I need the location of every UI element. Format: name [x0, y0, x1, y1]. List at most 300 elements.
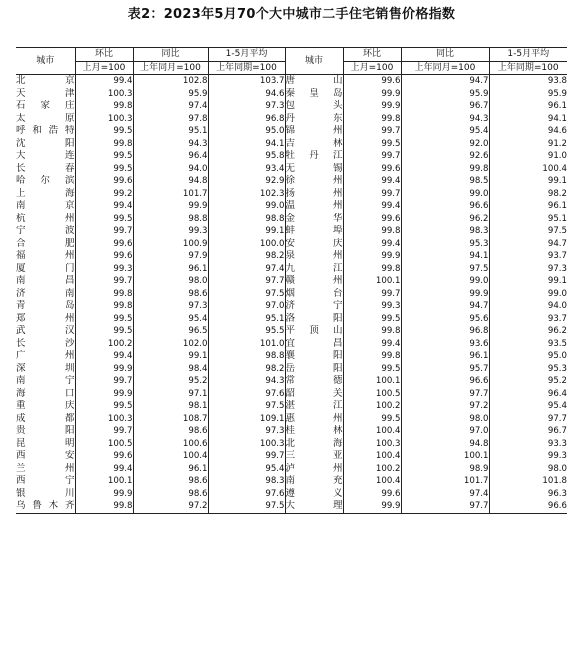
yoy-column-header-right: 同比 [401, 48, 489, 62]
ytd-cell: 92.9 [208, 175, 285, 188]
yoy-cell-right: 95.4 [401, 125, 489, 138]
mom-base-label-right: 上月=100 [343, 61, 401, 75]
yoy-cell-right: 97.4 [401, 488, 489, 501]
table-row [16, 213, 567, 226]
table-row [16, 163, 567, 176]
ytd-cell-right: 99.0 [489, 288, 567, 301]
yoy-base-label-right: 上年同月=100 [401, 61, 489, 75]
city-cell: 兰州 [16, 462, 75, 474]
mom-cell: 99.5 [75, 125, 133, 138]
yoy-cell: 97.9 [133, 250, 208, 263]
table-row [16, 175, 567, 188]
table-row [16, 500, 567, 513]
mom-cell: 99.5 [75, 400, 133, 413]
mom-cell: 99.7 [75, 425, 133, 438]
ytd-cell-right: 101.8 [489, 475, 567, 488]
ytd-cell-right: 94.1 [489, 113, 567, 126]
ytd-column-header: 1-5月平均 [208, 48, 285, 62]
yoy-cell-right: 98.3 [401, 225, 489, 238]
city-cell: 南京 [16, 200, 75, 211]
table-row [16, 325, 567, 338]
city-cell-right: 唐山 [285, 75, 343, 86]
ytd-cell-right: 98.2 [489, 188, 567, 201]
ytd-cell: 100.0 [208, 238, 285, 251]
city-cell-right: 大理 [285, 500, 343, 511]
city-cell-right: 南充 [285, 475, 343, 486]
table-row [16, 388, 567, 401]
city-cell-right: 蚌埠 [285, 225, 343, 236]
mom-cell: 99.8 [75, 500, 133, 513]
ytd-cell: 95.0 [208, 125, 285, 138]
mom-cell: 99.5 [75, 150, 133, 163]
city-cell-right: 温州 [285, 200, 343, 211]
yoy-cell-right: 98.5 [401, 175, 489, 188]
yoy-cell: 98.8 [133, 213, 208, 226]
yoy-cell: 95.4 [133, 313, 208, 326]
yoy-cell: 100.9 [133, 238, 208, 251]
city-cell: 天津 [16, 87, 75, 99]
city-cell-right: 韶关 [285, 387, 343, 399]
ytd-cell-right: 96.7 [489, 425, 567, 438]
ytd-cell: 97.3 [208, 425, 285, 438]
yoy-cell: 101.7 [133, 188, 208, 201]
table-row [16, 463, 567, 476]
mom-cell: 99.9 [75, 488, 133, 501]
yoy-cell-right: 93.6 [401, 338, 489, 351]
ytd-column-header-right: 1-5月平均 [489, 48, 567, 62]
ytd-cell: 96.8 [208, 113, 285, 126]
yoy-cell-right: 94.7 [401, 300, 489, 313]
mom-cell-right: 99.3 [343, 300, 401, 313]
mom-cell: 99.8 [75, 300, 133, 313]
city-cell-right: 常德 [285, 375, 343, 386]
mom-cell: 99.5 [75, 313, 133, 326]
yoy-cell: 108.7 [133, 413, 208, 426]
yoy-cell-right: 96.6 [401, 200, 489, 213]
ytd-cell: 97.6 [208, 488, 285, 501]
mom-base-label: 上月=100 [75, 61, 133, 75]
ytd-cell-right: 95.0 [489, 350, 567, 363]
mom-column-header-right: 环比 [343, 48, 401, 62]
city-cell-right: 金华 [285, 212, 343, 224]
ytd-cell-right: 94.0 [489, 300, 567, 313]
city-cell-right: 安庆 [285, 237, 343, 249]
city-cell: 合肥 [16, 237, 75, 249]
mom-cell-right: 99.9 [343, 250, 401, 263]
mom-cell-right: 99.7 [343, 125, 401, 138]
mom-cell-right: 100.1 [343, 275, 401, 288]
yoy-cell-right: 96.6 [401, 375, 489, 388]
city-cell-right: 三亚 [285, 450, 343, 461]
mom-cell-right: 99.6 [343, 488, 401, 501]
mom-cell-right: 99.8 [343, 263, 401, 276]
ytd-cell: 99.0 [208, 200, 285, 213]
mom-cell: 99.4 [75, 200, 133, 213]
yoy-cell: 96.1 [133, 463, 208, 476]
table-body [16, 75, 567, 514]
price-index-table [16, 47, 567, 514]
yoy-cell: 97.1 [133, 388, 208, 401]
yoy-cell: 96.1 [133, 263, 208, 276]
ytd-cell: 103.7 [208, 75, 285, 88]
city-cell-right: 徐州 [285, 175, 343, 186]
ytd-base-label-right: 上年同期=100 [489, 61, 567, 75]
ytd-cell-right: 99.1 [489, 175, 567, 188]
mom-cell: 99.4 [75, 75, 133, 88]
yoy-cell: 95.1 [133, 125, 208, 138]
city-cell: 南宁 [16, 375, 75, 386]
mom-cell-right: 99.7 [343, 150, 401, 163]
ytd-base-label: 上年同期=100 [208, 61, 285, 75]
ytd-cell: 97.0 [208, 300, 285, 313]
ytd-cell: 98.8 [208, 350, 285, 363]
ytd-cell-right: 93.7 [489, 250, 567, 263]
city-cell: 哈尔滨 [16, 175, 75, 186]
table-row [16, 125, 567, 138]
city-cell: 杭州 [16, 212, 75, 224]
table-row [16, 400, 567, 413]
ytd-cell: 95.4 [208, 463, 285, 476]
mom-cell-right: 99.4 [343, 200, 401, 213]
table-row [16, 338, 567, 351]
ytd-cell-right: 98.0 [489, 463, 567, 476]
ytd-cell: 98.3 [208, 475, 285, 488]
city-cell-right: 平顶山 [285, 325, 343, 336]
ytd-cell-right: 94.6 [489, 125, 567, 138]
mom-cell-right: 99.9 [343, 100, 401, 113]
ytd-cell-right: 99.3 [489, 450, 567, 463]
ytd-cell: 97.4 [208, 263, 285, 276]
yoy-cell-right: 95.6 [401, 313, 489, 326]
ytd-cell-right: 96.1 [489, 200, 567, 213]
mom-cell: 99.6 [75, 238, 133, 251]
mom-cell-right: 99.6 [343, 75, 401, 88]
table-row [16, 300, 567, 313]
ytd-cell-right: 94.7 [489, 238, 567, 251]
ytd-cell-right: 95.4 [489, 400, 567, 413]
yoy-cell-right: 96.8 [401, 325, 489, 338]
yoy-cell: 95.9 [133, 88, 208, 101]
table-row [16, 250, 567, 263]
city-cell-right: 济宁 [285, 300, 343, 311]
city-cell-right: 牡丹江 [285, 150, 343, 161]
yoy-cell: 97.8 [133, 113, 208, 126]
ytd-cell: 98.8 [208, 213, 285, 226]
mom-cell: 99.8 [75, 138, 133, 151]
yoy-cell: 98.1 [133, 400, 208, 413]
ytd-cell: 95.1 [208, 313, 285, 326]
yoy-cell-right: 94.1 [401, 250, 489, 263]
mom-cell-right: 100.1 [343, 375, 401, 388]
mom-cell: 99.3 [75, 263, 133, 276]
yoy-cell-right: 95.9 [401, 88, 489, 101]
city-cell: 上海 [16, 187, 75, 199]
city-cell: 南昌 [16, 275, 75, 286]
yoy-cell-right: 99.0 [401, 188, 489, 201]
city-cell: 福州 [16, 250, 75, 261]
city-cell: 重庆 [16, 400, 75, 411]
mom-cell-right: 99.6 [343, 163, 401, 176]
table-row [16, 350, 567, 363]
mom-cell: 99.8 [75, 100, 133, 113]
city-cell: 银川 [16, 487, 75, 499]
mom-cell: 100.1 [75, 475, 133, 488]
mom-cell: 100.3 [75, 113, 133, 126]
ytd-cell: 100.3 [208, 438, 285, 451]
mom-cell: 100.3 [75, 88, 133, 101]
mom-cell: 99.7 [75, 225, 133, 238]
mom-cell-right: 99.5 [343, 138, 401, 151]
ytd-cell: 97.5 [208, 400, 285, 413]
ytd-cell: 94.3 [208, 375, 285, 388]
mom-cell-right: 100.2 [343, 463, 401, 476]
ytd-cell-right: 96.3 [489, 488, 567, 501]
yoy-cell-right: 101.7 [401, 475, 489, 488]
yoy-column-header: 同比 [133, 48, 208, 62]
table-row [16, 225, 567, 238]
mom-cell: 99.5 [75, 325, 133, 338]
yoy-cell-right: 100.1 [401, 450, 489, 463]
mom-cell: 99.6 [75, 250, 133, 263]
table-row [16, 475, 567, 488]
table-row [16, 363, 567, 376]
ytd-cell-right: 93.3 [489, 438, 567, 451]
yoy-cell-right: 99.0 [401, 275, 489, 288]
city-cell-right: 惠州 [285, 412, 343, 424]
ytd-cell-right: 95.1 [489, 213, 567, 226]
mom-cell: 99.5 [75, 163, 133, 176]
ytd-cell-right: 96.1 [489, 100, 567, 113]
mom-cell: 99.9 [75, 363, 133, 376]
yoy-cell: 98.0 [133, 275, 208, 288]
ytd-cell-right: 95.3 [489, 363, 567, 376]
city-cell: 海口 [16, 387, 75, 399]
yoy-cell: 96.5 [133, 325, 208, 338]
mom-cell: 100.3 [75, 413, 133, 426]
mom-cell-right: 99.6 [343, 213, 401, 226]
mom-cell-right: 99.8 [343, 113, 401, 126]
city-cell: 济南 [16, 287, 75, 299]
city-cell: 西宁 [16, 475, 75, 486]
city-cell: 太原 [16, 112, 75, 124]
mom-cell-right: 99.5 [343, 363, 401, 376]
city-cell: 大连 [16, 150, 75, 161]
city-cell-right: 泸州 [285, 462, 343, 474]
city-cell: 西安 [16, 450, 75, 461]
city-cell: 深圳 [16, 362, 75, 374]
mom-cell: 100.2 [75, 338, 133, 351]
mom-cell-right: 99.9 [343, 500, 401, 513]
city-cell-right: 扬州 [285, 187, 343, 199]
yoy-cell: 100.6 [133, 438, 208, 451]
city-cell: 宁波 [16, 225, 75, 236]
city-cell-right: 秦皇岛 [285, 87, 343, 99]
yoy-cell-right: 94.3 [401, 113, 489, 126]
ytd-cell: 94.1 [208, 138, 285, 151]
city-cell: 厦门 [16, 262, 75, 274]
ytd-cell: 109.1 [208, 413, 285, 426]
yoy-cell-right: 99.9 [401, 288, 489, 301]
mom-cell-right: 99.5 [343, 313, 401, 326]
yoy-cell: 99.9 [133, 200, 208, 213]
table-row [16, 113, 567, 126]
ytd-cell-right: 96.4 [489, 388, 567, 401]
table-row [16, 488, 567, 501]
ytd-cell-right: 93.8 [489, 75, 567, 88]
yoy-cell-right: 98.9 [401, 463, 489, 476]
mom-cell-right: 99.8 [343, 350, 401, 363]
table-row [16, 288, 567, 301]
table-row [16, 138, 567, 151]
mom-cell: 100.5 [75, 438, 133, 451]
mom-cell-right: 100.2 [343, 400, 401, 413]
city-column-header: 城市 [16, 48, 75, 75]
yoy-cell-right: 96.1 [401, 350, 489, 363]
city-cell: 长春 [16, 162, 75, 174]
table-row [16, 88, 567, 101]
mom-cell-right: 100.4 [343, 475, 401, 488]
yoy-cell-right: 96.7 [401, 100, 489, 113]
city-cell: 贵阳 [16, 425, 75, 436]
table-row [16, 438, 567, 451]
city-cell: 郑州 [16, 312, 75, 324]
mom-cell: 99.7 [75, 275, 133, 288]
mom-cell-right: 99.8 [343, 325, 401, 338]
city-cell: 石家庄 [16, 100, 75, 111]
city-cell-right: 桂林 [285, 425, 343, 436]
yoy-cell-right: 95.7 [401, 363, 489, 376]
yoy-cell: 98.6 [133, 425, 208, 438]
mom-column-header: 环比 [75, 48, 133, 62]
ytd-cell: 99.1 [208, 225, 285, 238]
city-cell-right: 泉州 [285, 250, 343, 261]
city-cell-right: 襄阳 [285, 350, 343, 361]
ytd-cell-right: 99.1 [489, 275, 567, 288]
yoy-cell-right: 96.2 [401, 213, 489, 226]
city-cell-right: 包头 [285, 100, 343, 111]
city-cell-right: 锦州 [285, 125, 343, 136]
ytd-cell: 97.6 [208, 388, 285, 401]
yoy-cell-right: 92.0 [401, 138, 489, 151]
yoy-cell: 102.0 [133, 338, 208, 351]
yoy-cell: 102.8 [133, 75, 208, 88]
city-column-header-right: 城市 [285, 48, 343, 75]
mom-cell: 99.6 [75, 450, 133, 463]
ytd-cell: 94.6 [208, 88, 285, 101]
ytd-cell-right: 96.6 [489, 500, 567, 513]
mom-cell: 99.4 [75, 463, 133, 476]
yoy-cell-right: 92.6 [401, 150, 489, 163]
city-cell: 青岛 [16, 300, 75, 311]
city-cell-right: 吉林 [285, 137, 343, 149]
yoy-cell: 94.3 [133, 138, 208, 151]
mom-cell: 99.2 [75, 188, 133, 201]
city-cell-right: 岳阳 [285, 362, 343, 374]
yoy-cell: 98.6 [133, 488, 208, 501]
yoy-cell: 99.1 [133, 350, 208, 363]
ytd-cell-right: 97.7 [489, 413, 567, 426]
mom-cell-right: 99.4 [343, 175, 401, 188]
city-cell-right: 遵义 [285, 487, 343, 499]
yoy-cell: 94.8 [133, 175, 208, 188]
yoy-cell-right: 98.0 [401, 413, 489, 426]
yoy-cell: 97.4 [133, 100, 208, 113]
ytd-cell: 98.2 [208, 250, 285, 263]
ytd-cell: 97.5 [208, 288, 285, 301]
ytd-cell-right: 97.3 [489, 263, 567, 276]
ytd-cell: 95.5 [208, 325, 285, 338]
mom-cell-right: 99.7 [343, 188, 401, 201]
table-row [16, 150, 567, 163]
ytd-cell: 95.8 [208, 150, 285, 163]
ytd-cell-right: 93.5 [489, 338, 567, 351]
yoy-cell: 94.0 [133, 163, 208, 176]
city-cell-right: 湛江 [285, 400, 343, 411]
city-cell: 广州 [16, 350, 75, 361]
mom-cell: 99.6 [75, 175, 133, 188]
yoy-cell-right: 99.8 [401, 163, 489, 176]
yoy-cell-right: 97.7 [401, 500, 489, 513]
yoy-cell-right: 97.7 [401, 388, 489, 401]
mom-cell: 99.7 [75, 375, 133, 388]
yoy-cell: 100.4 [133, 450, 208, 463]
ytd-cell: 98.2 [208, 363, 285, 376]
mom-cell: 99.8 [75, 288, 133, 301]
mom-cell-right: 100.4 [343, 450, 401, 463]
yoy-cell: 98.6 [133, 475, 208, 488]
table-row [16, 413, 567, 426]
ytd-cell: 99.7 [208, 450, 285, 463]
mom-cell-right: 100.3 [343, 438, 401, 451]
table-row [16, 75, 567, 88]
mom-cell-right: 99.8 [343, 225, 401, 238]
city-cell: 昆明 [16, 437, 75, 449]
mom-cell: 99.5 [75, 213, 133, 226]
ytd-cell-right: 95.9 [489, 88, 567, 101]
ytd-cell: 93.4 [208, 163, 285, 176]
ytd-cell: 101.0 [208, 338, 285, 351]
ytd-cell-right: 97.5 [489, 225, 567, 238]
city-cell: 长沙 [16, 337, 75, 349]
yoy-cell: 97.3 [133, 300, 208, 313]
ytd-cell-right: 91.0 [489, 150, 567, 163]
table-row [16, 238, 567, 251]
city-cell: 呼和浩特 [16, 125, 75, 136]
yoy-cell: 99.3 [133, 225, 208, 238]
yoy-cell-right: 94.8 [401, 438, 489, 451]
yoy-cell-right: 97.2 [401, 400, 489, 413]
ytd-cell-right: 100.4 [489, 163, 567, 176]
ytd-cell-right: 91.2 [489, 138, 567, 151]
mom-cell-right: 100.4 [343, 425, 401, 438]
mom-cell-right: 100.5 [343, 388, 401, 401]
ytd-cell: 97.5 [208, 500, 285, 513]
mom-cell-right: 99.5 [343, 413, 401, 426]
ytd-cell: 102.3 [208, 188, 285, 201]
yoy-cell: 95.2 [133, 375, 208, 388]
table-row [16, 375, 567, 388]
city-cell: 成都 [16, 412, 75, 424]
yoy-cell-right: 94.7 [401, 75, 489, 88]
city-cell-right: 北海 [285, 437, 343, 449]
document-title: 表2：2023年5月70个大中城市二手住宅销售价格指数 [127, 7, 456, 22]
table-row [16, 100, 567, 113]
mom-cell: 99.4 [75, 350, 133, 363]
city-cell-right: 九江 [285, 262, 343, 274]
header-row-primary [16, 48, 567, 62]
yoy-cell-right: 97.5 [401, 263, 489, 276]
mom-cell-right: 99.4 [343, 338, 401, 351]
